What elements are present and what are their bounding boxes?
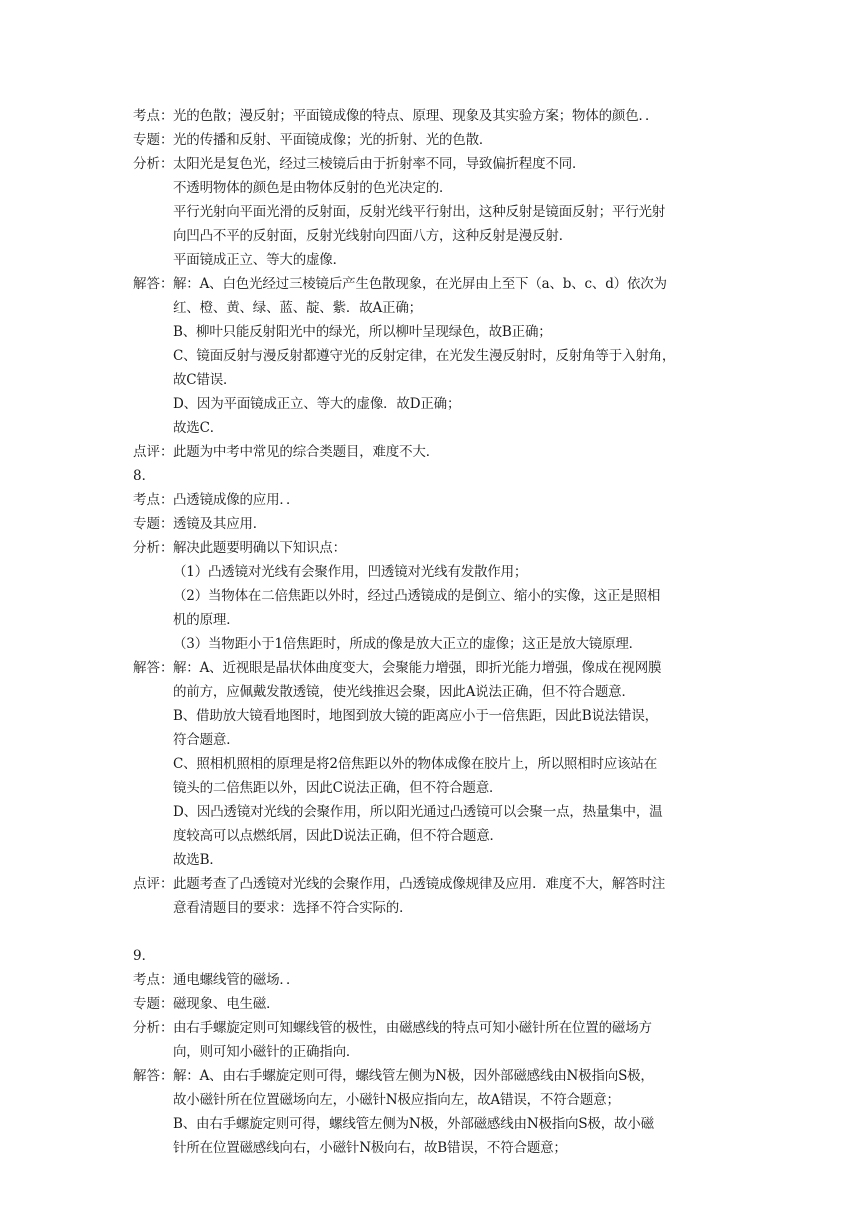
question-number: 8． (133, 468, 156, 484)
fenxi-line: 机的原理． (173, 612, 240, 628)
jieda-line: D、因凸透镜对光线的会聚作用，所以阳光通过凸透镜可以会聚一点，热量集中，温 (173, 804, 663, 820)
dianping-line: 此题为中考中常见的综合类题目，难度不大． (173, 444, 439, 460)
zhuanti-text: 光的传播和反射、平面镜成像；光的折射、光的色散． (173, 132, 493, 148)
dianping-line: 此题考查了凸透镜对光线的会聚作用，凸透镜成像规律及应用．难度不大，解答时注 (173, 876, 666, 892)
blank-line (133, 920, 743, 944)
kaodian-row (133, 968, 743, 992)
kaodian-label: 考点： (133, 972, 174, 988)
zhuanti-label: 专题： (133, 132, 174, 148)
jieda-line: 解：A、由右手螺旋定则可得，螺线管左侧为N极，因外部磁感线由N极指向S极， (173, 1068, 654, 1084)
jieda-line: 故选C． (173, 420, 224, 436)
dianping-label: 点评： (133, 444, 174, 460)
jieda-label: 解答： (133, 276, 174, 292)
zhuanti-row (133, 512, 743, 536)
jieda-line: 镜头的二倍焦距以外，因此C说法正确，但不符合题意． (173, 780, 503, 796)
jieda-line: C、镜面反射与漫反射都遵守光的反射定律，在光发生漫反射时，反射角等于入射角， (173, 348, 676, 364)
fenxi-line: 解决此题要明确以下知识点： (173, 540, 346, 556)
fenxi-line: 平行光射向平面光滑的反射面，反射光线平行射出，这种反射是镜面反射；平行光射 (173, 204, 666, 220)
jieda-row (133, 656, 743, 872)
fenxi-line: （1）凸透镜对光线有会聚作用，凹透镜对光线有发散作用； (173, 564, 528, 580)
fenxi-line: （3）当物距小于1倍焦距时，所成的像是放大正立的虚像；这正是放大镜原理． (173, 636, 642, 652)
dianping-row (133, 440, 743, 464)
fenxi-line: 由右手螺旋定则可知螺线管的极性，由磁感线的特点可知小磁针所在位置的磁场方 (173, 1020, 652, 1036)
zhuanti-row (133, 128, 743, 152)
fenxi-line: 太阳光是复色光，经过三棱镜后由于折射率不同，导致偏折程度不同． (173, 156, 586, 172)
jieda-line: 针所在位置磁感线向右，小磁针N极向右，故B错误，不符合题意； (173, 1140, 567, 1156)
fenxi-row (133, 1016, 743, 1064)
jieda-line: B、借助放大镜看地图时，地图到放大镜的距离应小于一倍焦距，因此B说法错误， (173, 708, 658, 724)
fenxi-label: 分析： (133, 540, 174, 556)
kaodian-row (133, 488, 743, 512)
fenxi-line: 平面镜成正立、等大的虚像． (173, 252, 346, 268)
zhuanti-label: 专题： (133, 516, 174, 532)
jieda-line: 符合题意． (173, 732, 240, 748)
dianping-label: 点评： (133, 876, 174, 892)
jieda-line: 故C错误． (173, 372, 237, 388)
question-number: 9． (133, 948, 156, 964)
jieda-label: 解答： (133, 660, 174, 676)
jieda-row (133, 272, 743, 440)
jieda-label: 解答： (133, 1068, 174, 1084)
jieda-line: 解：A、近视眼是晶状体曲度变大，会聚能力增强，即折光能力增强，像成在视网膜 (173, 660, 662, 676)
jieda-line: 故小磁针所在位置磁场向左，小磁针N极应指向左，故A错误，不符合题意； (173, 1092, 620, 1108)
kaodian-text: 凸透镜成像的应用．． (173, 492, 300, 508)
kaodian-label: 考点： (133, 108, 174, 124)
fenxi-line: 向凹凸不平的反射面，反射光线射向四面八方，这种反射是漫反射． (173, 228, 572, 244)
jieda-line: C、照相机照相的原理是将2倍焦距以外的物体成像在胶片上，所以照相时应该站在 (173, 756, 658, 772)
jieda-row (133, 1064, 743, 1160)
answer-analysis (133, 104, 743, 1160)
fenxi-label: 分析： (133, 1020, 174, 1036)
jieda-line: 的前方，应佩戴发散透镜，使光线推迟会聚，因此A说法正确，但不符合题意． (173, 684, 635, 700)
fenxi-line: 向，则可知小磁针的正确指向． (173, 1044, 360, 1060)
fenxi-row (133, 152, 743, 272)
jieda-line: 故选B． (173, 852, 223, 868)
dianping-row (133, 872, 743, 920)
fenxi-row (133, 536, 743, 656)
fenxi-line: （2）当物体在二倍焦距以外时，经过凸透镜成的是倒立、缩小的实像，这正是照相 (173, 588, 661, 604)
dianping-line: 意看清题目的要求：选择不符合实际的． (173, 900, 413, 916)
zhuanti-label: 专题： (133, 996, 174, 1012)
jieda-line: 度较高可以点燃纸屑，因此D说法正确，但不符合题意． (173, 828, 503, 844)
zhuanti-text: 透镜及其应用． (173, 516, 267, 532)
kaodian-label: 考点： (133, 492, 174, 508)
kaodian-text: 通电螺线管的磁场．． (173, 972, 300, 988)
kaodian-text: 光的色散；漫反射；平面镜成像的特点、原理、现象及其实验方案；物体的颜色．． (173, 108, 659, 124)
jieda-line: B、柳叶只能反射阳光中的绿光，所以柳叶呈现绿色，故B正确； (173, 324, 552, 340)
zhuanti-text: 磁现象、电生磁． (173, 996, 280, 1012)
zhuanti-row (133, 992, 743, 1016)
jieda-line: 红、橙、黄、绿、蓝、靛、紫．故A正确； (173, 300, 422, 316)
fenxi-line: 不透明物体的颜色是由物体反射的色光决定的． (173, 180, 453, 196)
jieda-line: B、由右手螺旋定则可得，螺线管左侧为N极，外部磁感线由N极指向S极，故小磁 (173, 1116, 654, 1132)
jieda-line: 解：A、白色光经过三棱镜后产生色散现象，在光屏由上至下（a、b、c、d）依次为 (173, 276, 667, 292)
kaodian-row (133, 104, 743, 128)
fenxi-label: 分析： (133, 156, 174, 172)
jieda-line: D、因为平面镜成正立、等大的虚像．故D正确； (173, 396, 461, 412)
